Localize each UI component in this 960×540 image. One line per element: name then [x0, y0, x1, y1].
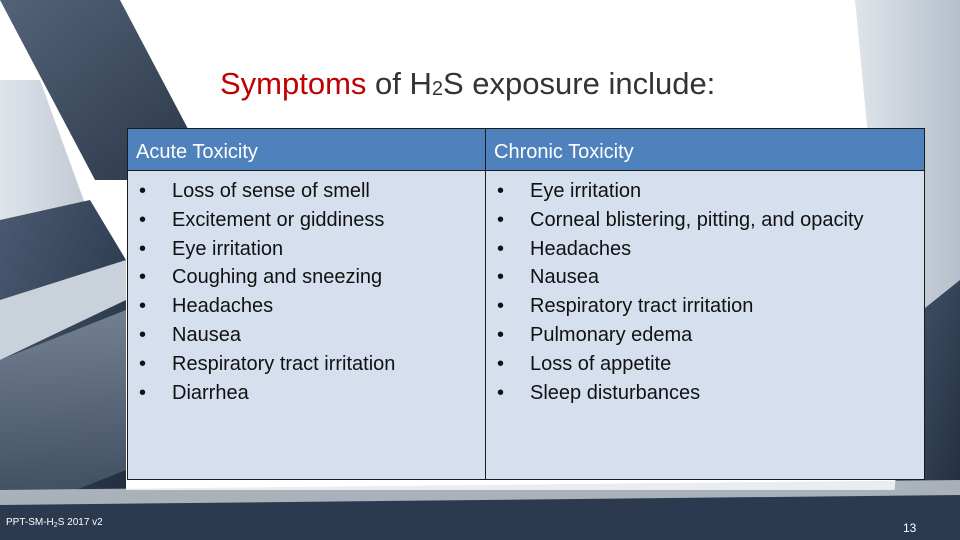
chronic-symptom: Eye irritation: [530, 180, 642, 202]
title-subscript: 2: [431, 78, 444, 101]
acute-cell: [128, 171, 486, 480]
footer-code-part2: S 2017 v2: [57, 517, 103, 528]
slide-title: [220, 66, 715, 107]
list-item: [486, 235, 924, 264]
list-item: [128, 206, 485, 235]
bullet-icon: •: [497, 295, 505, 318]
bullet-icon: •: [139, 352, 147, 375]
slide-number: 13: [903, 521, 917, 535]
bullet-icon: •: [139, 323, 147, 346]
list-item: [486, 292, 924, 321]
bullet-icon: •: [497, 208, 505, 231]
bullet-icon: •: [497, 381, 505, 404]
list-item: [128, 321, 485, 350]
chronic-symptom: Nausea: [530, 266, 599, 289]
list-item: [486, 379, 924, 408]
list-item: [486, 177, 924, 206]
bullet-icon: •: [497, 323, 505, 346]
list-item: [486, 321, 924, 350]
bullet-icon: •: [139, 208, 147, 231]
acute-symptom: Excitement or giddiness: [172, 208, 385, 231]
list-item: [486, 350, 924, 379]
list-item: [486, 206, 924, 235]
bullet-icon: •: [139, 237, 147, 260]
footer-document-code: [6, 517, 103, 528]
acute-symptom: Eye irritation: [172, 237, 284, 260]
chronic-symptom: Headaches: [530, 237, 632, 260]
chronic-cell: [486, 171, 925, 480]
chronic-symptom: Pulmonary edema: [530, 323, 693, 346]
title-accent: Symptoms: [220, 66, 367, 101]
list-item: [128, 350, 485, 379]
bullet-icon: •: [497, 266, 505, 289]
bullet-icon: •: [497, 237, 505, 260]
acute-symptom: Loss of sense of smell: [172, 180, 370, 202]
bullet-icon: •: [139, 180, 147, 202]
bullet-icon: •: [497, 180, 505, 202]
chronic-symptom: Corneal blistering, pitting, and opacity: [530, 208, 864, 231]
bullet-icon: •: [139, 381, 147, 404]
acute-symptom: Headaches: [172, 295, 274, 318]
footer-code-part1: PPT-SM-H: [6, 517, 54, 528]
list-item: [128, 263, 485, 292]
chronic-symptom-list: [486, 177, 924, 407]
list-item: [128, 379, 485, 408]
acute-symptom: Coughing and sneezing: [172, 266, 383, 289]
acute-symptom: Nausea: [172, 323, 241, 346]
chronic-symptom: Sleep disturbances: [530, 381, 701, 404]
list-item: [128, 177, 485, 206]
chronic-toxicity-header: Chronic Toxicity: [486, 129, 925, 171]
bullet-icon: •: [497, 352, 505, 375]
list-item: [128, 292, 485, 321]
list-item: [486, 263, 924, 292]
bullet-icon: •: [139, 266, 147, 289]
acute-toxicity-header: Acute Toxicity: [128, 129, 486, 171]
chronic-symptom: Respiratory tract irritation: [530, 295, 754, 318]
footer-code-subscript: 2: [53, 522, 58, 529]
list-item: [128, 235, 485, 264]
acute-symptom-list: [128, 177, 485, 407]
acute-symptom: Diarrhea: [172, 381, 249, 404]
acute-symptom: Respiratory tract irritation: [172, 352, 396, 375]
title-part2: S exposure include:: [443, 66, 716, 101]
chronic-symptom: Loss of appetite: [530, 352, 672, 375]
symptoms-table: [127, 128, 925, 480]
bullet-icon: •: [139, 295, 147, 318]
title-part1: of H: [366, 66, 432, 101]
